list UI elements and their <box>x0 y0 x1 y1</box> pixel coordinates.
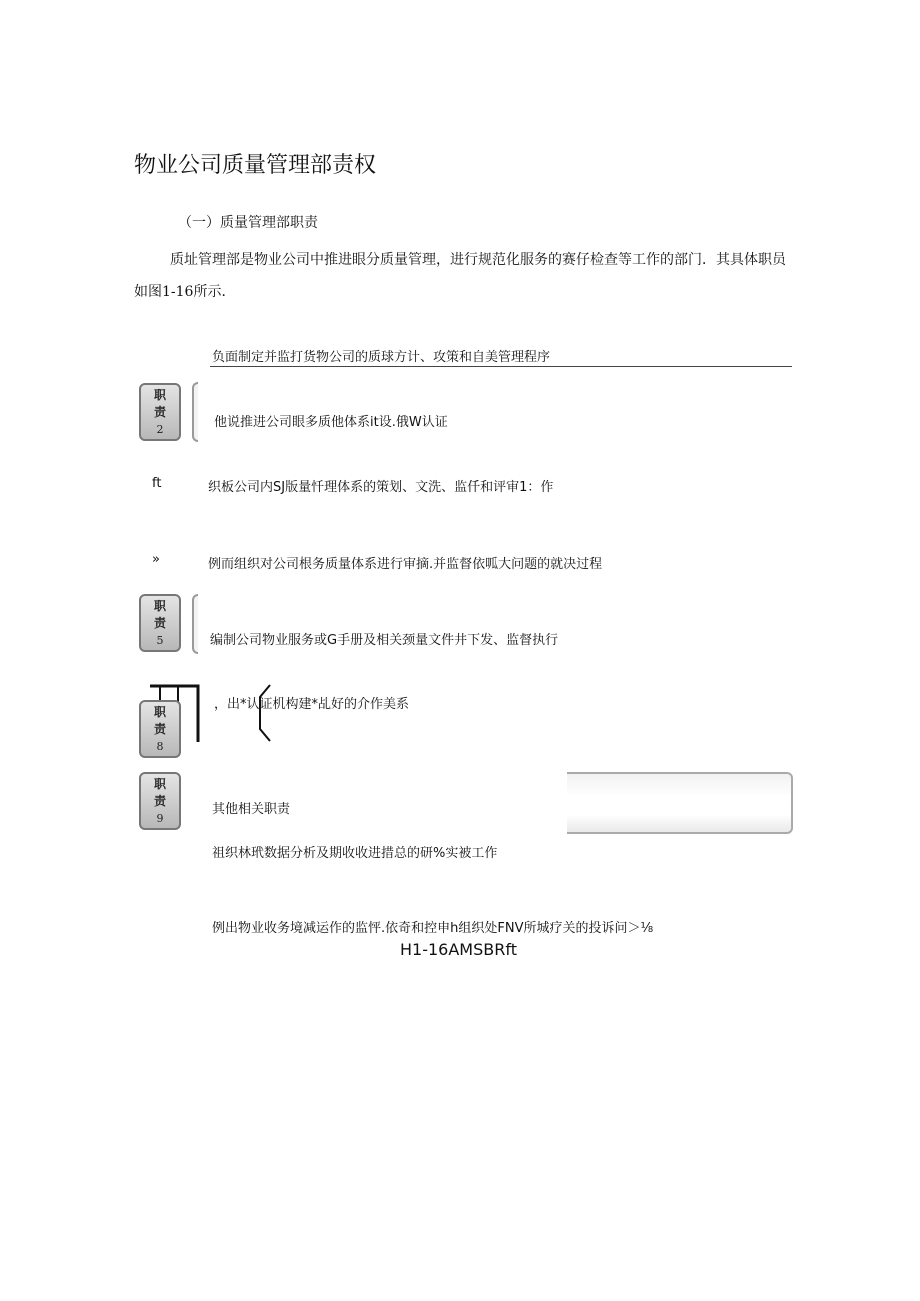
duty-item-8: 祖织林玳数据分析及期收收进措总的研%实被工作 <box>212 846 498 861</box>
stray-mark: » <box>152 552 160 567</box>
duty-item-2: 他说推进公司眼多质他体系it设.俄W认证 <box>214 415 448 430</box>
duty-item-3: 织板公司内SJ版量忏理体系的策划、文洗、监仟和评审1：作 <box>208 480 554 495</box>
duty-item-4: 例而组织对公司根务质量体系进行审摘.并监督依呱大问题的就决过程 <box>208 557 603 572</box>
duty-item-5: 编制公司物业服务或G手册及相关颈量文件井下发、监督执行 <box>210 633 559 648</box>
intro-paragraph: 质址管理部是物业公司中推进眼分质量管理，进行规范化服务的赛仔检查等工作的部门．其具体职员如图1-16所示． <box>134 252 786 300</box>
duty-badge-8 <box>139 700 181 758</box>
duty-box-edge <box>192 382 198 442</box>
page-title: 物业公司质量管理部责权 <box>134 153 377 178</box>
badge-number: 2 <box>156 422 164 436</box>
brace-mark <box>256 683 272 743</box>
duty-badge-5 <box>139 594 181 652</box>
badge-number: 9 <box>156 811 164 825</box>
duty-badge-9 <box>139 772 181 830</box>
badge-char: 职 <box>153 598 166 613</box>
duty-box-right <box>567 772 793 834</box>
badge-char: 责 <box>153 404 166 419</box>
stray-mark: ft <box>152 476 162 491</box>
duty-item-1: 负面制定并监打货物公司的质球方计、攻策和自美管理程序 <box>212 350 551 365</box>
duty-item-6: ，出*认证机构建*乩好的介作美系 <box>214 697 410 712</box>
duty-badge-2 <box>139 383 181 441</box>
divider-line <box>210 366 792 367</box>
section-heading: （一）质量管理部职责 <box>178 215 318 231</box>
badge-char: 职 <box>153 776 166 791</box>
duty-box-edge <box>192 594 198 654</box>
figure-caption: H1-16AMSBRft <box>400 940 517 959</box>
badge-char: 责 <box>153 615 166 630</box>
badge-number: 8 <box>156 739 164 753</box>
badge-char: 职 <box>153 387 166 402</box>
badge-char: 责 <box>153 793 166 808</box>
badge-char: 责 <box>153 721 166 736</box>
duty-item-7: 其他相关职责 <box>212 802 291 817</box>
badge-char: 职 <box>153 704 166 719</box>
badge-number: 5 <box>156 633 164 647</box>
duty-item-9: 例出物业收务境减运作的监怦.依奇和控申h组织处FNV所城疗关的投诉问＞⅛ <box>212 921 654 936</box>
